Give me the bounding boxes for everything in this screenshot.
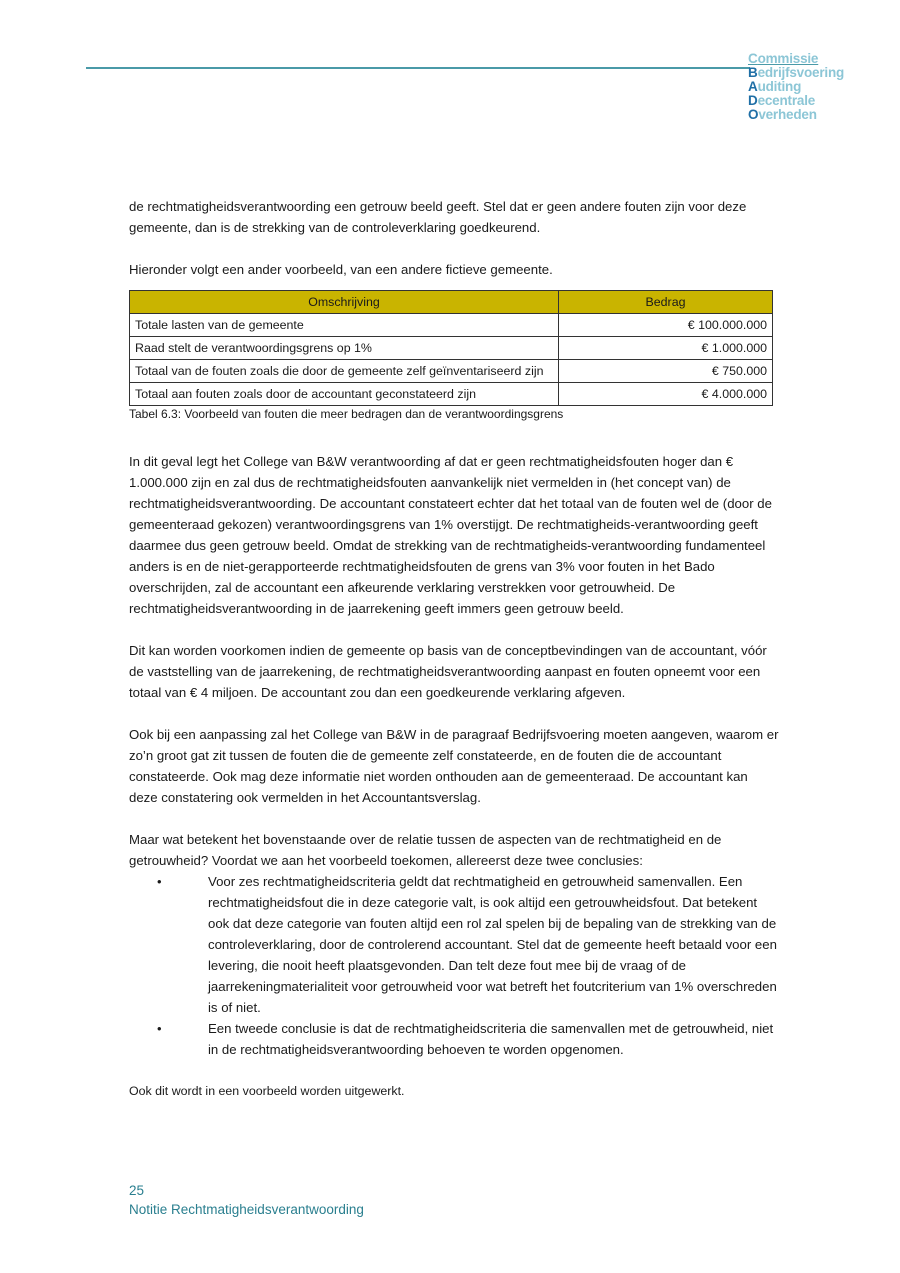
paragraph: Dit kan worden voorkomen indien de gemeente op basis van de conceptbevindingen van de accountant, vóór de vaststelling van de jaarrekening, de rechtmatigheidsverantwoording aanpast en fouten opneemt voor een totaal van € 4 miljoen. De accountant zou dan een goedkeurende verklaring afgeven. — [129, 643, 767, 700]
table-row — [130, 314, 773, 337]
list-item — [129, 871, 779, 1018]
bullet-icon: • — [157, 874, 162, 889]
paragraph: Maar wat betekent het bovenstaande over de relatie tussen de aspecten van de rechtmatigheid en de getrouwheid? Voordat we aan het voorbeeld toekomen, allereerst deze twee conclusies: — [129, 832, 722, 868]
table-row — [130, 337, 773, 360]
errors-table — [129, 290, 773, 406]
table-caption: Tabel 6.3: Voorbeeld van fouten die meer bedragen dan de verantwoordingsgrens — [129, 407, 564, 421]
page-number: 25 — [129, 1183, 145, 1198]
bullet-icon: • — [157, 1021, 162, 1036]
row-amount: € 4.000.000 — [559, 383, 773, 406]
logo-line: Overheden — [748, 107, 817, 122]
logo-line: Commissie — [748, 51, 819, 66]
list-item — [129, 1018, 779, 1060]
page-content — [129, 196, 779, 1123]
row-description: Totaal van de fouten zoals die door de gemeente zelf geïnventariseerd zijn — [130, 360, 559, 383]
logo-line: Auditing — [748, 79, 802, 94]
logo-line: Bedrijfsvoering — [748, 65, 845, 80]
column-header-bedrag: Bedrag — [559, 291, 773, 314]
logo-line: Decentrale — [748, 93, 816, 108]
list-item-text: Een tweede conclusie is dat de rechtmatigheidscriteria die samenvallen met de getrouwheid, niet in de rechtmatigheidsverantwoording behoeven te worden opgenomen. — [208, 1021, 774, 1057]
header-rule — [86, 67, 750, 69]
table-row — [130, 383, 773, 406]
paragraph: Ook bij een aanpassing zal het College van B&W in de paragraaf Bedrijfsvoering moeten aangeven, waarom er zo’n groot gat zit tussen de fouten die de gemeente zelf constateerde, en de fouten die de accountant constateerde. Ook mag deze informatie niet worden onthouden aan de gemeenteraad. De accountant kan deze constatering ook vermelden in het Accountantsverslag. — [129, 727, 779, 805]
row-amount: € 1.000.000 — [559, 337, 773, 360]
document-title: Notitie Rechtmatigheidsverantwoording — [129, 1202, 364, 1217]
row-amount: € 750.000 — [559, 360, 773, 383]
cbado-logo — [748, 52, 844, 122]
page-footer — [129, 1181, 364, 1219]
paragraph: In dit geval legt het College van B&W verantwoording af dat er geen rechtmatigheidsfouten hoger dan € 1.000.000 zijn en zal dus de rechtmatigheidsfouten aanvankelijk niet vermelden in (het concept van) de rechtmatigheidsverantwoording. De accountant constateert echter dat het totaal van de fouten wel de (door de gemeenteraad gekozen) verantwoordingsgrens van 1% overstijgt. De rechtmatigheids-verantwoording geeft daarmee dus geen getrouw beeld. Omdat de strekking van de rechtmatigheids-verantwoording fundamenteel anders is en de niet-gerapporteerde rechtmatigheidsfouten de grens van 3% voor fouten in het Bado overschrijden, zal de accountant een afkeurende verklaring verstrekken voor getrouwheid. De rechtmatigheidsverantwoording in de jaarrekening geeft immers geen getrouw beeld. — [129, 454, 772, 616]
table-header-row — [130, 291, 773, 314]
column-header-omschrijving: Omschrijving — [130, 291, 559, 314]
row-description: Totale lasten van de gemeente — [130, 314, 559, 337]
row-description: Raad stelt de verantwoordingsgrens op 1% — [130, 337, 559, 360]
intro-paragraph: de rechtmatigheidsverantwoording een getrouw beeld geeft. Stel dat er geen andere fouten zijn voor deze gemeente, dan is de strekking van de controleverklaring goedkeurend. — [129, 199, 747, 235]
row-amount: € 100.000.000 — [559, 314, 773, 337]
conclusions-list — [129, 871, 779, 1060]
table-row — [130, 360, 773, 383]
lead-in-paragraph: Hieronder volgt een ander voorbeeld, van een andere fictieve gemeente. — [129, 262, 553, 277]
list-item-text: Voor zes rechtmatigheidscriteria geldt dat rechtmatigheid en getrouwheid samenvallen. Een rechtmatigheidsfout die in deze categorie valt, is ook altijd een getrouwheidsfout. Dat betekent ook dat deze categorie van fouten altijd een rol zal spelen bij de bepaling van de strekking van de controleverklaring, door de controlerend accountant. Stel dat de gemeente heeft betaald voor een levering, die nooit heeft plaatsgevonden. Dan telt deze fout mee bij de vraag of de jaarrekeningmaterialiteit voor getrouwheid voor wat betreft het foutcriterium van 1% overschreden is of niet. — [208, 874, 777, 1015]
closing-paragraph: Ook dit wordt in een voorbeeld worden uitgewerkt. — [129, 1084, 405, 1098]
row-description: Totaal aan fouten zoals door de accountant geconstateerd zijn — [130, 383, 559, 406]
